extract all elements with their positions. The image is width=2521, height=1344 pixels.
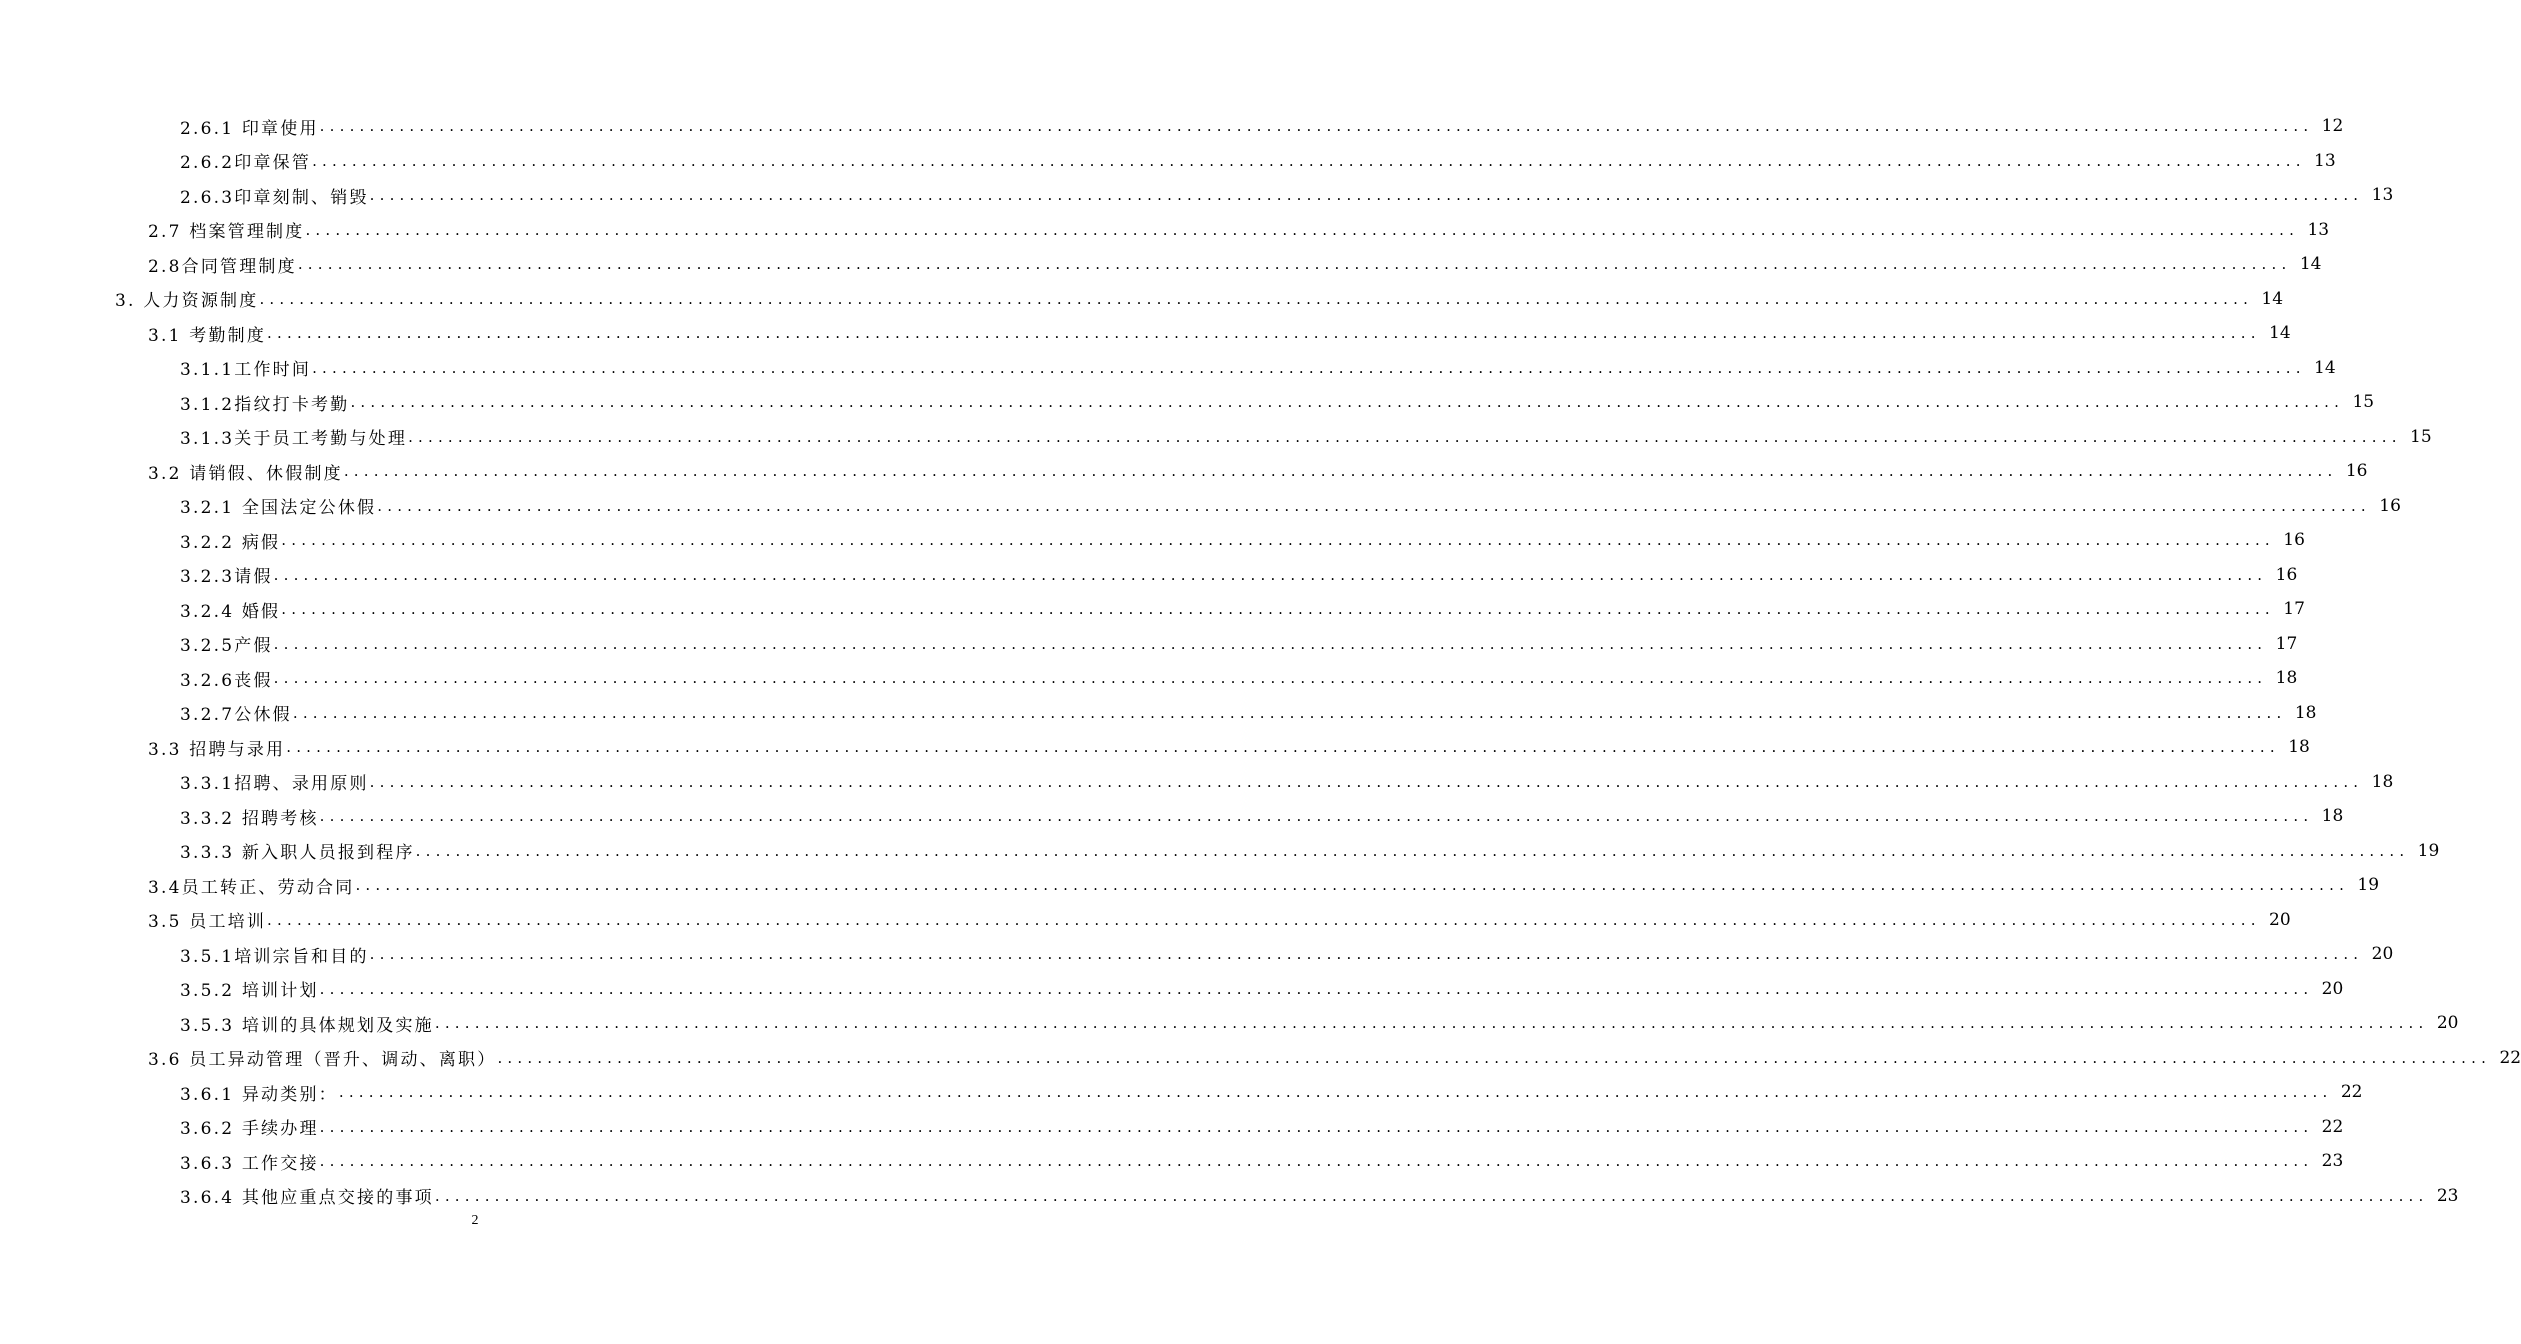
toc-entry-title: 2.8合同管理制度: [148, 256, 297, 277]
toc-entry[interactable]: [0, 1006, 2459, 1041]
toc-entry-title: 3.3.2 招聘考核: [180, 808, 319, 829]
toc-dot-leader: ........................................................................................................................................................................................................: [497, 1048, 2492, 1067]
toc-entry[interactable]: [0, 1075, 2363, 1110]
toc-entry[interactable]: [0, 937, 2394, 972]
toc-entry-title: 2.6.2印章保管: [180, 153, 312, 174]
toc-entry-page: 18: [2275, 668, 2298, 689]
toc-entry[interactable]: [0, 1041, 2521, 1076]
toc-dot-leader: ........................................................................................................................................................................................................: [273, 634, 2268, 653]
toc-entry-title: 3.3.3 新入职人员报到程序: [180, 843, 415, 864]
toc-entry-page: 19: [2417, 840, 2440, 861]
toc-entry-page: 14: [2299, 254, 2322, 275]
toc-entry-page: 23: [2321, 1151, 2344, 1172]
toc-entry-page: 13: [2371, 185, 2394, 206]
toc-entry[interactable]: [0, 178, 2394, 213]
toc-dot-leader: ........................................................................................................................................................................................................: [319, 1117, 2314, 1136]
toc-entry[interactable]: [0, 247, 2322, 282]
toc-entry-page: 14: [2261, 288, 2284, 309]
toc-entry[interactable]: [0, 1110, 2344, 1145]
toc-dot-leader: ........................................................................................................................................................................................................: [273, 565, 2268, 584]
toc-entry-title: 3.3.1招聘、录用原则: [180, 774, 369, 795]
toc-entry-title: 3.1 考勤制度: [148, 325, 267, 346]
toc-entry-page: 17: [2275, 633, 2298, 654]
toc-dot-leader: ........................................................................................................................................................................................................: [377, 496, 2371, 515]
toc-dot-leader: ........................................................................................................................................................................................................: [369, 945, 2364, 964]
toc-entry-page: 16: [2345, 461, 2368, 482]
toc-dot-leader: ........................................................................................................................................................................................................: [286, 738, 2280, 757]
toc-entry[interactable]: [0, 213, 2330, 248]
toc-entry[interactable]: [0, 765, 2394, 800]
toc-entry-page: 22: [2340, 1082, 2363, 1103]
toc-entry-title: 3.5 员工培训: [148, 912, 267, 933]
toc-dot-leader: ........................................................................................................................................................................................................: [343, 462, 2338, 481]
toc-entry-title: 3.2.4 婚假: [180, 601, 281, 622]
toc-dot-leader: ........................................................................................................................................................................................................: [434, 1186, 2429, 1205]
toc-dot-leader: ........................................................................................................................................................................................................: [319, 1152, 2314, 1171]
toc-entry[interactable]: [0, 661, 2298, 696]
toc-dot-leader: ........................................................................................................................................................................................................: [292, 703, 2287, 722]
toc-entry-page: 22: [2321, 1116, 2344, 1137]
toc-entry-page: 18: [2294, 702, 2317, 723]
toc-entry[interactable]: [0, 592, 2305, 627]
toc-entry-page: 20: [2321, 978, 2344, 999]
toc-entry[interactable]: [0, 489, 2401, 524]
toc-entry-page: 20: [2436, 1013, 2459, 1034]
toc-entry-page: 23: [2436, 1185, 2459, 1206]
toc-entry-title: 3.2.6丧假: [180, 670, 273, 691]
toc-entry-page: 18: [2371, 771, 2394, 792]
toc-entry-page: 22: [2499, 1047, 2521, 1068]
toc-entry-title: 3.2.2 病假: [180, 532, 281, 553]
toc-dot-leader: ........................................................................................................................................................................................................: [355, 876, 2350, 895]
toc-dot-leader: ........................................................................................................................................................................................................: [259, 289, 2254, 308]
toc-dot-leader: ........................................................................................................................................................................................................: [281, 600, 2275, 619]
toc-entry[interactable]: [0, 868, 2380, 903]
toc-entry-title: 3. 人力资源制度: [115, 291, 259, 312]
toc-dot-leader: ........................................................................................................................................................................................................: [369, 186, 2364, 205]
toc-entry-page: 13: [2314, 150, 2336, 171]
toc-entry-title: 3.6 员工异动管理（晋升、调动、离职）: [148, 1050, 497, 1071]
toc-entry-title: 3.2.3请假: [180, 567, 273, 588]
toc-entry-title: 3.2.1 全国法定公休假: [180, 498, 377, 519]
toc-dot-leader: ........................................................................................................................................................................................................: [338, 1083, 2333, 1102]
toc-entry-title: 2.7 档案管理制度: [148, 222, 305, 243]
toc-entry-page: 15: [2352, 392, 2375, 413]
toc-dot-leader: ........................................................................................................................................................................................................: [267, 910, 2261, 929]
toc-dot-leader: ........................................................................................................................................................................................................: [267, 324, 2261, 343]
toc-entry-page: 19: [2357, 875, 2380, 896]
toc-entry[interactable]: [0, 282, 2284, 317]
toc-entry-title: 3.2.7公休假: [180, 705, 292, 726]
toc-entry-page: 18: [2288, 737, 2310, 758]
toc-entry[interactable]: [0, 799, 2344, 834]
page-number: 2: [471, 1213, 479, 1228]
toc-dot-leader: ........................................................................................................................................................................................................: [319, 807, 2314, 826]
toc-entry[interactable]: [0, 972, 2344, 1007]
toc-dot-leader: ........................................................................................................................................................................................................: [350, 393, 2345, 412]
toc-entry[interactable]: [0, 696, 2317, 731]
toc-entry-page: 16: [2275, 564, 2298, 585]
toc-entry-page: 14: [2269, 323, 2291, 344]
toc-entry-title: 2.6.3印章刻制、销毁: [180, 187, 369, 208]
toc-entry-title: 3.2.5产假: [180, 636, 273, 657]
toc-entry-title: 3.4员工转正、劳动合同: [148, 877, 355, 898]
toc-dot-leader: ........................................................................................................................................................................................................: [312, 151, 2306, 170]
toc-entry-title: 3.1.2指纹打卡考勤: [180, 394, 350, 415]
toc-entry[interactable]: [0, 144, 2336, 179]
toc-entry-page: 14: [2314, 357, 2336, 378]
toc-entry[interactable]: [0, 627, 2298, 662]
toc-entry[interactable]: [0, 903, 2291, 938]
toc-entry-page: 20: [2269, 909, 2291, 930]
toc-entry-title: 3.1.3关于员工考勤与处理: [180, 429, 408, 450]
toc-entry-page: 13: [2307, 219, 2330, 240]
toc-dot-leader: ........................................................................................................................................................................................................: [319, 117, 2314, 136]
toc-entry-title: 3.6.1 异动类别：: [180, 1084, 338, 1105]
toc-entry-title: 3.6.3 工作交接: [180, 1153, 319, 1174]
toc-entry-title: 3.5.1培训宗旨和目的: [180, 946, 369, 967]
toc-entry-title: 3.1.1工作时间: [180, 360, 312, 381]
toc-entry[interactable]: [0, 834, 2440, 869]
toc-entry-title: 3.5.2 培训计划: [180, 981, 319, 1002]
toc-dot-leader: ........................................................................................................................................................................................................: [312, 358, 2306, 377]
toc-dot-leader: ........................................................................................................................................................................................................: [408, 427, 2402, 446]
toc-dot-leader: ........................................................................................................................................................................................................: [369, 772, 2364, 791]
toc-entry-page: 18: [2321, 806, 2344, 827]
toc-entry[interactable]: [0, 351, 2336, 386]
toc-entry[interactable]: [0, 109, 2344, 144]
toc-entry-title: 3.5.3 培训的具体规划及实施: [180, 1015, 434, 1036]
toc-entry-page: 16: [2283, 530, 2305, 551]
toc-dot-leader: ........................................................................................................................................................................................................: [319, 979, 2314, 998]
toc-dot-leader: ........................................................................................................................................................................................................: [415, 841, 2410, 860]
toc-entry-title: 3.6.2 手续办理: [180, 1119, 319, 1140]
toc-entry[interactable]: [0, 454, 2368, 489]
toc-entry[interactable]: [0, 385, 2375, 420]
toc-entry-page: 15: [2410, 426, 2432, 447]
toc-dot-leader: ........................................................................................................................................................................................................: [434, 1014, 2429, 1033]
toc-entry[interactable]: [0, 1179, 2459, 1214]
toc-entry-page: 12: [2321, 116, 2344, 137]
toc-entry[interactable]: [0, 523, 2305, 558]
toc-entry[interactable]: [0, 420, 2432, 455]
toc-dot-leader: ........................................................................................................................................................................................................: [297, 255, 2292, 274]
toc-entry[interactable]: [0, 1144, 2344, 1179]
toc-dot-leader: ........................................................................................................................................................................................................: [305, 220, 2300, 239]
toc-entry-title: 3.2 请销假、休假制度: [148, 463, 343, 484]
toc-dot-leader: ........................................................................................................................................................................................................: [281, 531, 2275, 550]
toc-dot-leader: ........................................................................................................................................................................................................: [273, 669, 2268, 688]
toc-entry-page: 16: [2379, 495, 2401, 516]
toc-entry[interactable]: [0, 558, 2298, 593]
toc-entry[interactable]: [0, 316, 2291, 351]
toc-entry-page: 17: [2283, 599, 2305, 620]
toc-entry-title: 2.6.1 印章使用: [180, 118, 319, 139]
toc-entry-title: 3.6.4 其他应重点交接的事项: [180, 1188, 434, 1209]
toc-entry-title: 3.3 招聘与录用: [148, 739, 286, 760]
toc-entry-page: 20: [2371, 944, 2394, 965]
toc-entry[interactable]: [0, 730, 2310, 765]
table-of-contents: [0, 109, 2521, 1213]
